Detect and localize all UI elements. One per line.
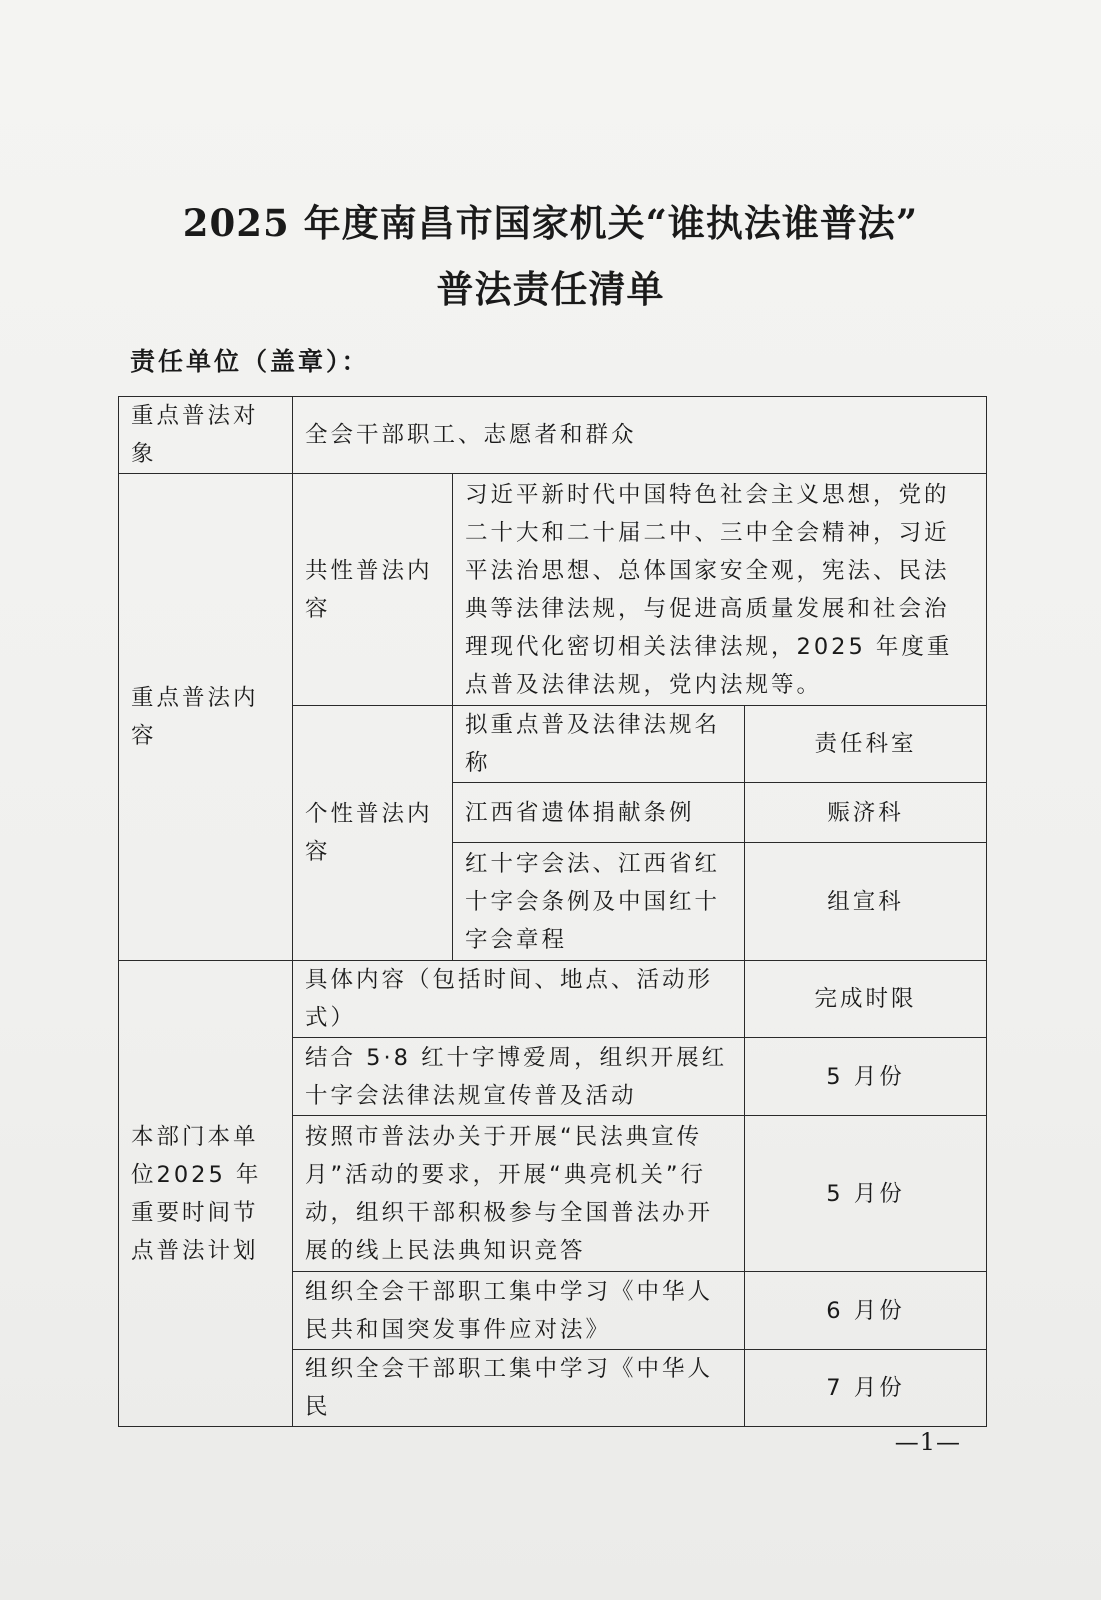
plan-content-cell: 组织全会干部职工集中学习《中华人民 [293,1350,745,1427]
plan-deadline-header: 完成时限 [745,961,987,1038]
plan-content-cell: 结合 5·8 红十字博爱周，组织开展红十字会法律法规宣传普及活动 [293,1038,745,1116]
plan-deadline-cell: 6 月份 [745,1272,987,1350]
common-content-label: 共性普法内容 [293,474,453,706]
table-row [119,961,987,1038]
plan-deadline-cell: 5 月份 [745,1116,987,1272]
content-label: 重点普法内容 [119,474,293,961]
targets-label: 重点普法对象 [119,397,293,474]
plan-content-cell: 组织全会干部职工集中学习《中华人民共和国突发事件应对法》 [293,1272,745,1350]
individual-content-label: 个性普法内容 [293,706,453,961]
plan-content-header: 具体内容（包括时间、地点、活动形式） [293,961,745,1038]
plan-deadline-cell: 5 月份 [745,1038,987,1116]
law-name-cell: 红十字会法、江西省红十字会条例及中国红十字会章程 [453,843,745,961]
plan-content-cell: 按照市普法办关于开展“民法典宣传月”活动的要求，开展“典亮机关”行动，组织干部积极参与全国普法办开展的线上民法典知识竞答 [293,1116,745,1272]
responsible-dept-header: 责任科室 [745,706,987,783]
law-name-cell: 江西省遗体捐献条例 [453,783,745,843]
responsible-dept-cell: 赈济科 [745,783,987,843]
responsible-dept-cell: 组宣科 [745,843,987,961]
page-number: —1— [894,1428,961,1456]
table-row [119,474,987,706]
plan-label: 本部门本单位2025 年重要时间节点普法计划 [119,961,293,1427]
targets-value: 全会干部职工、志愿者和群众 [293,397,987,474]
law-name-header: 拟重点普及法律法规名称 [453,706,745,783]
document-title-line1: 2025 年度南昌市国家机关“谁执法谁普法” [182,201,919,245]
common-content-value: 习近平新时代中国特色社会主义思想，党的二十大和二十届二中、三中全会精神，习近平法治思想、总体国家安全观，宪法、民法典等法律法规，与促进高质量发展和社会治理现代化密切相关法律法规，2025 年度重点普及法律法规，党内法规等。 [453,474,987,706]
responsibility-table [118,396,987,1427]
document-title-line2: 普法责任清单 [436,267,665,311]
plan-deadline-cell: 7 月份 [745,1350,987,1427]
responsible-unit-label: 责任单位（盖章）： [130,347,370,376]
table-row [119,397,987,474]
